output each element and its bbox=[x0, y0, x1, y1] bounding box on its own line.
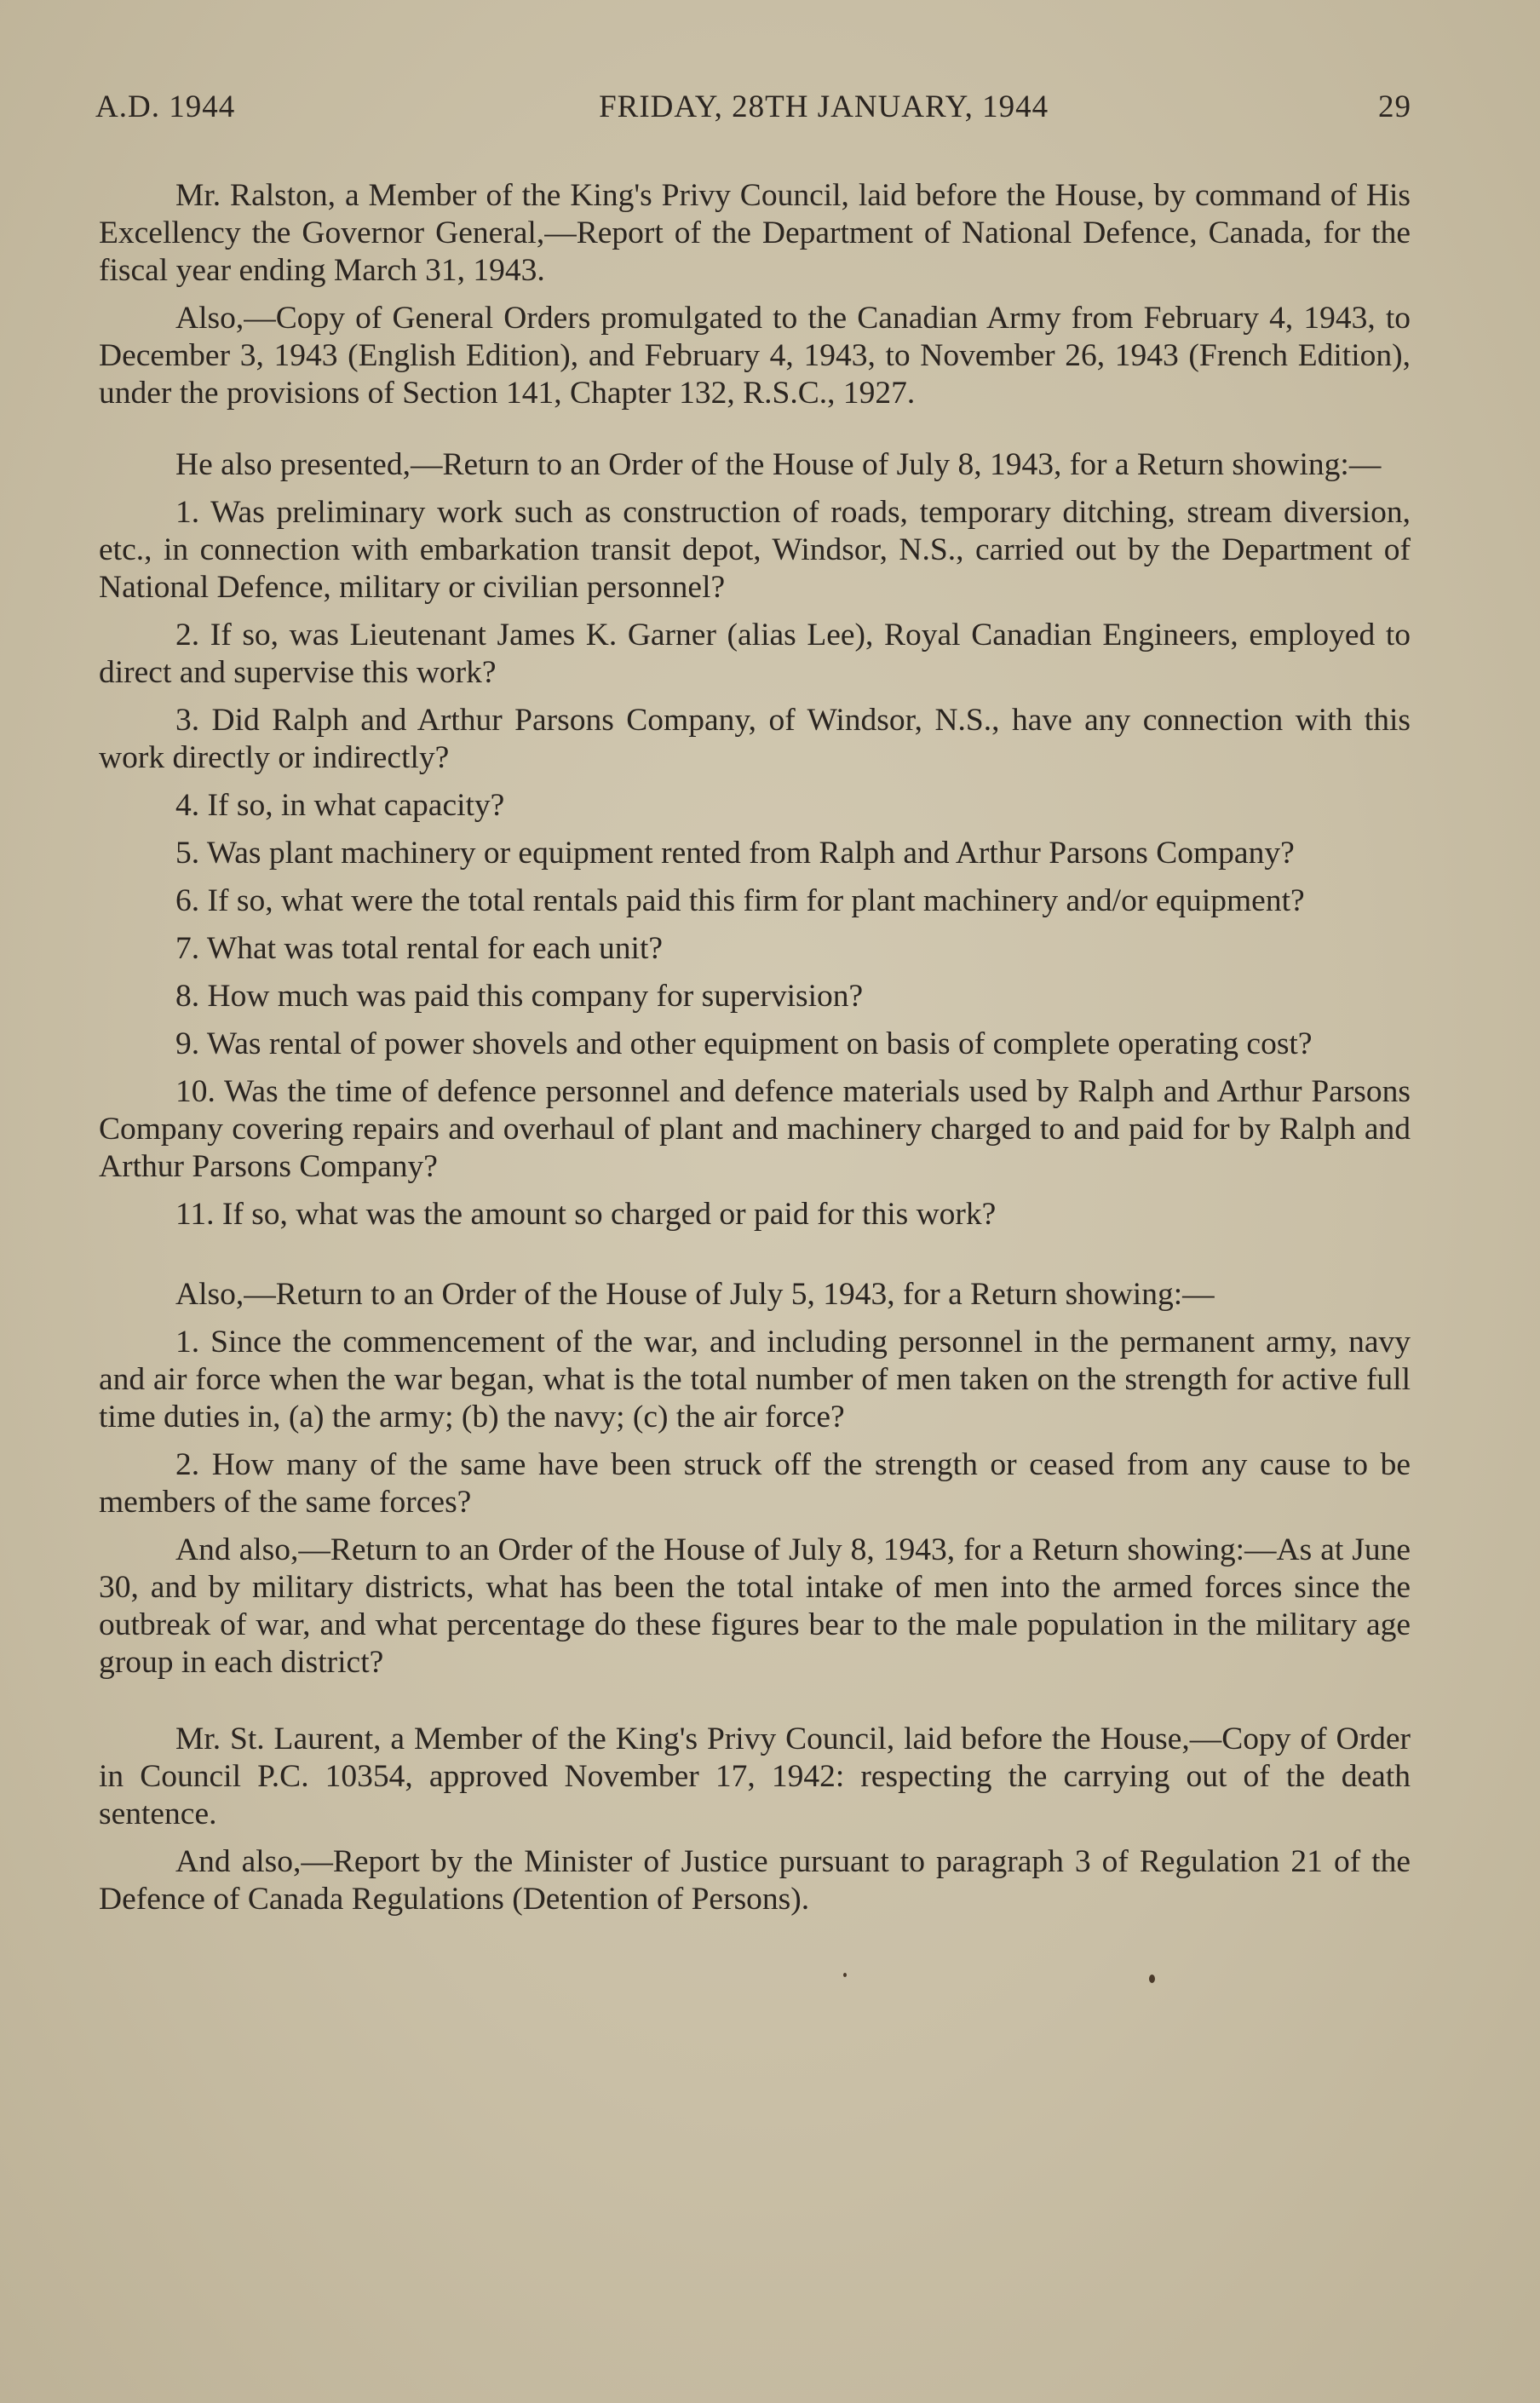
question-item: 3. Did Ralph and Arthur Parsons Company, of Windsor, N.S., have any connection with this work directly or indirectly? bbox=[99, 703, 1411, 775]
question-item: 4. If so, in what capacity? bbox=[175, 788, 505, 823]
question-item: 2. If so, was Lieutenant James K. Garner (alias Lee), Royal Canadian Engineers, employed to direct and supervise this work? bbox=[99, 618, 1411, 690]
question-item: 6. If so, what were the total rentals paid this firm for plant machinery and/or equipment? bbox=[175, 883, 1305, 918]
paragraph-general-orders: Also,—Copy of General Orders promulgated to the Canadian Army from February 4, 1943, to December 3, 1943 (English Edition), and February 4, 1943, to November 26, 1943 (French Edition), under the provisions of Section 141, Chapter 132, R.S.C., 1927. bbox=[99, 301, 1411, 411]
header-date: FRIDAY, 28TH JANUARY, 1944 bbox=[599, 89, 1049, 124]
paragraph-return-intro-2: Also,—Return to an Order of the House of July 5, 1943, for a Return showing:— bbox=[175, 1277, 1215, 1312]
question-item: 2. How many of the same have been struck off the strength or ceased from any cause to be members of the same forces? bbox=[99, 1447, 1411, 1520]
question-item: 1. Was preliminary work such as construction of roads, temporary ditching, stream diversion, etc., in connection with embarkation transit depot, Windsor, N.S., carried out by the Department of National Defence, military or civilian personnel? bbox=[99, 495, 1411, 605]
paragraph-ralston-report: Mr. Ralston, a Member of the King's Privy Council, laid before the House, by command of His Excellency the Governor General,—Report of the Department of National Defence, Canada, for the fiscal year ending March 31, 1943. bbox=[99, 178, 1411, 288]
page-number: 29 bbox=[1378, 89, 1411, 124]
paragraph-st-laurent: Mr. St. Laurent, a Member of the King's Privy Council, laid before the House,—Copy of Order in Council P.C. 10354, approved November 17, 1942: respecting the carrying out of the death sentence. bbox=[99, 1722, 1411, 1831]
paragraph-return-intro-3: And also,—Return to an Order of the House of July 8, 1943, for a Return showing:—As at June 30, and by military districts, what has been the total intake of men into the armed forces since the outbreak of war, and what percentage do these figures bear to the male population in the military age group in each district? bbox=[99, 1532, 1411, 1680]
question-item: 9. Was rental of power shovels and other equipment on basis of complete operating cost? bbox=[175, 1026, 1313, 1061]
question-item: 8. How much was paid this company for supervision? bbox=[175, 979, 864, 1014]
header-year: A.D. 1944 bbox=[95, 89, 236, 124]
question-item: 7. What was total rental for each unit? bbox=[175, 931, 664, 966]
page-header bbox=[95, 89, 1411, 125]
ink-speck bbox=[843, 1973, 847, 1977]
paragraph-return-intro-1: He also presented,—Return to an Order of the House of July 8, 1943, for a Return showing:— bbox=[175, 447, 1382, 482]
paragraph-justice-report: And also,—Report by the Minister of Justice pursuant to paragraph 3 of Regulation 21 of the Defence of Canada Regulations (Detention of Persons). bbox=[99, 1844, 1411, 1917]
ink-speck bbox=[1149, 1975, 1155, 1983]
journal-body bbox=[99, 177, 1411, 1929]
question-item: 5. Was plant machinery or equipment rented from Ralph and Arthur Parsons Company? bbox=[175, 836, 1295, 871]
question-item: 10. Was the time of defence personnel and defence materials used by Ralph and Arthur Parsons Company covering repairs and overhaul of plant and machinery charged to and paid for by Ralph and Arthur Parsons Company? bbox=[99, 1074, 1411, 1184]
question-item: 11. If so, what was the amount so charged or paid for this work? bbox=[175, 1197, 997, 1232]
question-item: 1. Since the commencement of the war, and including personnel in the permanent army, navy and air force when the war began, what is the total number of men taken on the strength for active full time duties in, (a) the army; (b) the navy; (c) the air force? bbox=[99, 1325, 1411, 1434]
